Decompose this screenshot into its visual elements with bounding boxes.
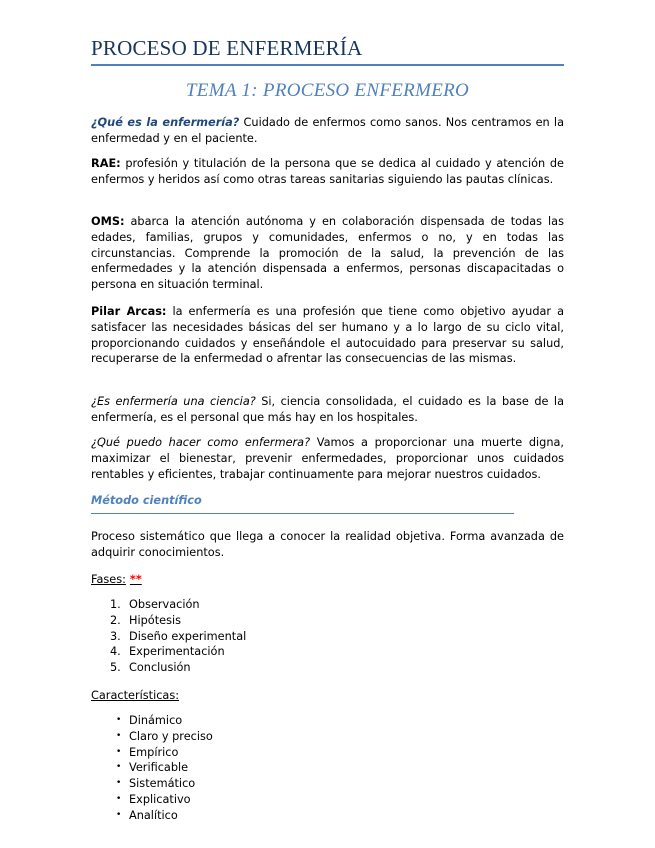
title-underline	[91, 64, 564, 66]
paragraph-text: abarca la atención autónoma y en colaboración dispensada de todas las edades, familias, grupos y comunidades, enfermos o no, y en todas las circunstancias. Comprende la promoción de la salud, la prevención de las enfermedades y la atención dispensada a enfermos, personas discapacitadas o persona en situación terminal.	[91, 215, 564, 292]
list-item	[110, 792, 213, 808]
fases-list	[110, 597, 246, 676]
paragraph-enfermera	[91, 435, 564, 482]
bullet-icon: •	[116, 715, 122, 725]
metodo-underline	[91, 513, 514, 514]
fases-label	[91, 573, 142, 586]
paragraph-ciencia	[91, 394, 564, 426]
paragraph-text: profesión y titulación de la persona que se dedica al cuidado y atención de enfermos y heridos así como otras tareas sanitarias siguiendo las pautas clínicas.	[91, 157, 564, 186]
list-item	[110, 713, 213, 729]
list-item	[110, 745, 213, 761]
list-item-text: Diseño experimental	[129, 629, 247, 643]
fases-label-text: Fases:	[91, 573, 126, 586]
bullet-icon: •	[116, 793, 122, 804]
bullet-icon: •	[116, 762, 122, 773]
document-title: PROCESO DE ENFERMERÍA	[91, 36, 363, 60]
paragraph-lead: Pilar Arcas:	[91, 305, 167, 318]
list-item	[110, 760, 213, 776]
paragraph-text: Vamos a proporcionar una muerte digna, maximizar el bienestar, prevenir enfermedades, proporcionar unos cuidados rentables y eficientes, trabajar continuamente para mejorar nuestros cuidados.	[91, 436, 564, 481]
list-item-text: Dinámico	[129, 714, 183, 727]
list-item	[110, 597, 246, 613]
list-number: 3.	[110, 629, 121, 643]
list-item-text: Experimentación	[129, 645, 225, 659]
list-number: 2.	[110, 613, 121, 627]
list-item-text: Conclusión	[129, 661, 191, 675]
list-item	[110, 613, 246, 629]
list-number: 1.	[110, 598, 121, 611]
bullet-icon: •	[116, 746, 122, 757]
bullet-icon: •	[116, 730, 122, 741]
paragraph-rae	[91, 156, 564, 188]
list-number: 5.	[110, 661, 121, 675]
list-item-text: Explicativo	[129, 792, 191, 806]
paragraph-text: la enfermería es una profesión que tiene como objetivo ayudar a satisfacer las necesidades básicas del ser humano y a lo largo de su ciclo vital, proporcionando cuidados y enseñándole el autocuidado para preservar su salud, recuperarse de la enfermedad o afrentar las consecuencias de las mismas.	[91, 305, 565, 366]
paragraph-pilar-arcas	[91, 304, 564, 367]
metodo-intro: Proceso sistemático que llega a conocer la realidad objetiva. Forma avanzada de adquirir conocimientos.	[91, 530, 564, 559]
list-item	[110, 644, 246, 660]
bullet-icon: •	[116, 809, 122, 820]
list-item-text: Empírico	[129, 745, 179, 759]
paragraph-que-es	[91, 115, 564, 147]
list-item-text: Sistemático	[129, 777, 196, 791]
list-item	[110, 629, 246, 645]
metodo-heading: Método científico	[91, 494, 202, 507]
paragraph-oms	[91, 214, 564, 293]
paragraph-lead: ¿Qué puedo hacer como enfermera?	[91, 436, 311, 449]
paragraph-lead: RAE:	[91, 157, 121, 170]
list-item-text: Verificable	[129, 761, 189, 775]
paragraph-text: Si, ciencia consolidada, el cuidado es la base de la enfermería, es el personal que más hay en los hospitales.	[91, 395, 564, 424]
list-item	[110, 776, 213, 792]
list-item	[110, 729, 213, 745]
fases-asterisks: **	[129, 573, 142, 586]
list-number: 4.	[110, 645, 121, 659]
list-item-text: Claro y preciso	[129, 729, 213, 743]
list-item	[110, 808, 213, 824]
paragraph-text: Cuidado de enfermos como sanos. Nos centramos en la enfermedad y en el paciente.	[91, 116, 564, 145]
paragraph-lead: OMS:	[91, 215, 125, 228]
list-item	[110, 660, 246, 676]
caracteristicas-label: Características:	[91, 689, 180, 702]
bullet-icon: •	[116, 778, 122, 789]
list-item-text: Analítico	[129, 808, 178, 822]
list-item-text: Observación	[129, 598, 200, 611]
caracteristicas-list	[110, 713, 213, 824]
list-item-text: Hipótesis	[129, 613, 182, 627]
section-title: TEMA 1: PROCESO ENFERMERO	[185, 80, 470, 101]
paragraph-lead: ¿Qué es la enfermería?	[91, 116, 240, 129]
paragraph-lead: ¿Es enfermería una ciencia?	[91, 395, 256, 408]
